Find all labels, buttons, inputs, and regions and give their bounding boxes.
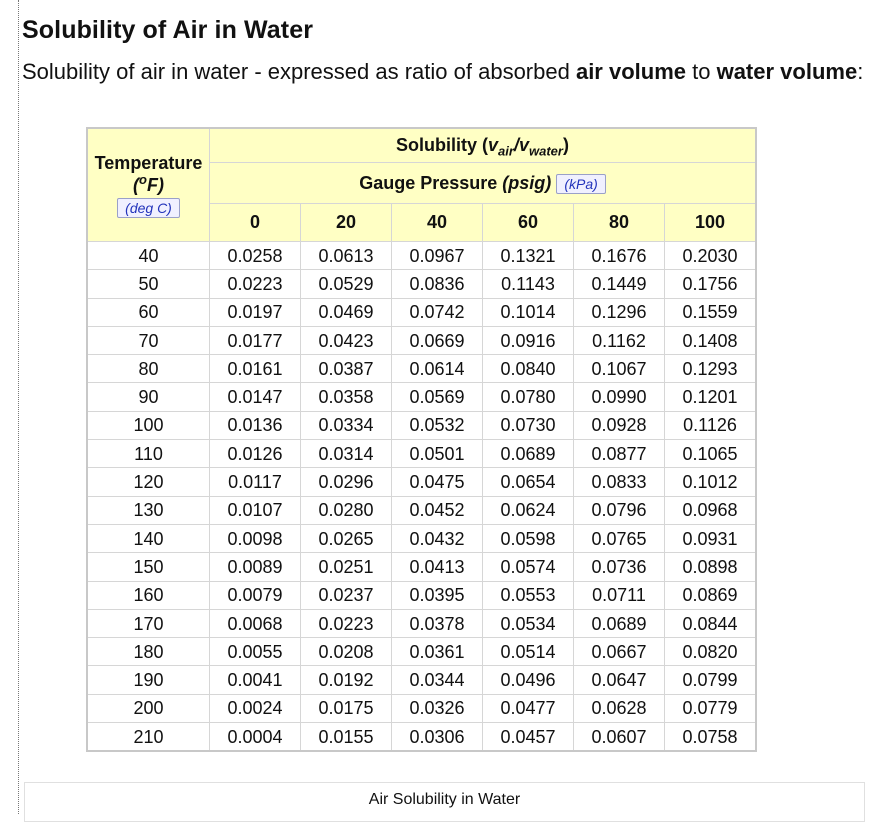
temperature-cell: 170 — [87, 609, 210, 637]
temperature-label: Temperature — [94, 153, 203, 173]
page-title: Solubility of Air in Water — [22, 16, 314, 44]
intro-text-3: : — [857, 59, 864, 84]
kpa-button[interactable]: (kPa) — [556, 174, 605, 194]
solubility-cell: 0.0155 — [301, 723, 392, 752]
pressure-col-header: 0 — [210, 204, 301, 242]
solubility-cell: 0.0004 — [210, 723, 301, 752]
v-air: v — [488, 135, 499, 155]
temperature-cell: 90 — [87, 383, 210, 411]
temp-unit-f: F) — [146, 175, 164, 195]
table-row — [87, 383, 756, 411]
solubility-cell: 0.0387 — [301, 355, 392, 383]
pressure-col-header: 100 — [665, 204, 757, 242]
solubility-cell: 0.0598 — [483, 524, 574, 552]
table-row — [87, 666, 756, 694]
table-row — [87, 270, 756, 298]
solubility-cell: 0.0730 — [483, 411, 574, 439]
temperature-cell: 130 — [87, 496, 210, 524]
solubility-cell: 0.0117 — [210, 468, 301, 496]
gauge-pressure-label: Gauge Pressure — [359, 172, 503, 193]
solubility-cell: 0.0334 — [301, 411, 392, 439]
table-row — [87, 609, 756, 637]
solubility-cell: 0.0931 — [665, 524, 757, 552]
table-row — [87, 355, 756, 383]
solubility-cell: 0.0161 — [210, 355, 301, 383]
solubility-cell: 0.0968 — [665, 496, 757, 524]
solubility-cell: 0.0251 — [301, 553, 392, 581]
solubility-cell: 0.0711 — [574, 581, 665, 609]
solubility-cell: 0.0068 — [210, 609, 301, 637]
intro-paragraph — [22, 58, 872, 85]
solubility-cell: 0.0898 — [665, 553, 757, 581]
solubility-cell: 0.0836 — [392, 270, 483, 298]
temperature-cell: 160 — [87, 581, 210, 609]
solubility-cell: 0.0569 — [392, 383, 483, 411]
v-water: v — [518, 135, 529, 155]
solubility-cell: 0.0280 — [301, 496, 392, 524]
pressure-col-header: 40 — [392, 204, 483, 242]
solubility-cell: 0.0223 — [210, 270, 301, 298]
solubility-cell: 0.0223 — [301, 609, 392, 637]
table-row — [87, 524, 756, 552]
solubility-cell: 0.0529 — [301, 270, 392, 298]
table-row — [87, 468, 756, 496]
solubility-cell: 0.0877 — [574, 440, 665, 468]
solubility-cell: 0.0136 — [210, 411, 301, 439]
solubility-cell: 0.0296 — [301, 468, 392, 496]
temperature-cell: 80 — [87, 355, 210, 383]
solubility-table — [86, 127, 757, 752]
solubility-cell: 0.0990 — [574, 383, 665, 411]
solubility-cell: 0.0607 — [574, 723, 665, 752]
temp-unit-open: ( — [133, 175, 140, 195]
gauge-pressure-header — [210, 163, 757, 204]
solubility-cell: 0.0514 — [483, 638, 574, 666]
solubility-cell: 0.0736 — [574, 553, 665, 581]
solubility-cell: 0.0534 — [483, 609, 574, 637]
table-row — [87, 553, 756, 581]
solubility-cell: 0.0820 — [665, 638, 757, 666]
caption-text: Air Solubility in Water — [368, 791, 521, 808]
solubility-cell: 0.0765 — [574, 524, 665, 552]
solubility-cell: 0.1321 — [483, 242, 574, 270]
intro-text-2: to — [686, 59, 717, 84]
solubility-cell: 0.1293 — [665, 355, 757, 383]
solubility-cell: 0.0306 — [392, 723, 483, 752]
solubility-cell: 0.0177 — [210, 326, 301, 354]
table-row — [87, 694, 756, 722]
table-row — [87, 242, 756, 270]
solubility-cell: 0.0175 — [301, 694, 392, 722]
solubility-cell: 0.1162 — [574, 326, 665, 354]
temperature-cell: 140 — [87, 524, 210, 552]
solubility-cell: 0.0869 — [665, 581, 757, 609]
solubility-cell: 0.2030 — [665, 242, 757, 270]
table-row — [87, 440, 756, 468]
solubility-cell: 0.0258 — [210, 242, 301, 270]
intro-text-1: Solubility of air in water - expressed as ratio of absorbed — [22, 59, 576, 84]
temperature-cell: 110 — [87, 440, 210, 468]
solubility-cell: 0.0758 — [665, 723, 757, 752]
solubility-cell: 0.0844 — [665, 609, 757, 637]
solubility-cell: 0.0197 — [210, 298, 301, 326]
water-subscript: water — [528, 143, 563, 159]
pressure-col-header: 80 — [574, 204, 665, 242]
table-body — [87, 242, 756, 752]
solubility-cell: 0.1014 — [483, 298, 574, 326]
solubility-cell: 0.0089 — [210, 553, 301, 581]
air-subscript: air — [498, 143, 514, 159]
table-row — [87, 298, 756, 326]
temperature-cell: 200 — [87, 694, 210, 722]
intro-bold-air-volume: air volume — [575, 59, 686, 84]
solubility-cell: 0.0237 — [301, 581, 392, 609]
figure-caption — [24, 782, 865, 822]
solubility-cell: 0.0475 — [392, 468, 483, 496]
solubility-cell: 0.1012 — [665, 468, 757, 496]
solubility-cell: 0.0107 — [210, 496, 301, 524]
solubility-cell: 0.0916 — [483, 326, 574, 354]
close-paren: ) — [562, 135, 569, 155]
article-content — [22, 14, 872, 85]
solubility-cell: 0.0208 — [301, 638, 392, 666]
solubility-cell: 0.0326 — [392, 694, 483, 722]
temperature-cell: 50 — [87, 270, 210, 298]
solubility-cell: 0.1126 — [665, 411, 757, 439]
temperature-cell: 120 — [87, 468, 210, 496]
solubility-cell: 0.0395 — [392, 581, 483, 609]
solubility-label: Solubility ( — [396, 135, 489, 155]
gauge-pressure-unit: (psig) — [502, 172, 552, 193]
temperature-header — [87, 128, 210, 242]
solubility-cell: 0.0833 — [574, 468, 665, 496]
temperature-cell: 190 — [87, 666, 210, 694]
solubility-cell: 0.0432 — [392, 524, 483, 552]
temperature-cell: 60 — [87, 298, 210, 326]
solubility-cell: 0.0669 — [392, 326, 483, 354]
solubility-cell: 0.0079 — [210, 581, 301, 609]
solubility-cell: 0.0501 — [392, 440, 483, 468]
solubility-cell: 0.0574 — [483, 553, 574, 581]
table-row — [87, 723, 756, 752]
solubility-cell: 0.1065 — [665, 440, 757, 468]
table-row — [87, 581, 756, 609]
solubility-cell: 0.0147 — [210, 383, 301, 411]
solubility-cell: 0.1296 — [574, 298, 665, 326]
solubility-cell: 0.0796 — [574, 496, 665, 524]
solubility-cell: 0.0967 — [392, 242, 483, 270]
solubility-cell: 0.0613 — [301, 242, 392, 270]
solubility-cell: 0.0457 — [483, 723, 574, 752]
solubility-cell: 0.0055 — [210, 638, 301, 666]
solubility-cell: 0.1676 — [574, 242, 665, 270]
slash: / — [513, 135, 519, 155]
solubility-cell: 0.0358 — [301, 383, 392, 411]
solubility-cell: 0.0024 — [210, 694, 301, 722]
solubility-cell: 0.0689 — [574, 609, 665, 637]
solubility-cell: 0.0780 — [483, 383, 574, 411]
left-dotted-rule — [18, 0, 19, 814]
solubility-cell: 0.0689 — [483, 440, 574, 468]
pressure-col-header: 20 — [301, 204, 392, 242]
solubility-cell: 0.0452 — [392, 496, 483, 524]
solubility-cell: 0.0647 — [574, 666, 665, 694]
temp-unit-degree: o — [139, 172, 147, 187]
temperature-cell: 100 — [87, 411, 210, 439]
solubility-cell: 0.1756 — [665, 270, 757, 298]
solubility-cell: 0.0344 — [392, 666, 483, 694]
table-row — [87, 411, 756, 439]
solubility-cell: 0.1449 — [574, 270, 665, 298]
solubility-cell: 0.0098 — [210, 524, 301, 552]
solubility-cell: 0.1559 — [665, 298, 757, 326]
solubility-cell: 0.0469 — [301, 298, 392, 326]
solubility-cell: 0.0477 — [483, 694, 574, 722]
solubility-cell: 0.0314 — [301, 440, 392, 468]
solubility-cell: 0.0361 — [392, 638, 483, 666]
solubility-cell: 0.0423 — [301, 326, 392, 354]
solubility-cell: 0.0496 — [483, 666, 574, 694]
solubility-cell: 0.0654 — [483, 468, 574, 496]
solubility-cell: 0.0378 — [392, 609, 483, 637]
temperature-cell: 210 — [87, 723, 210, 752]
solubility-cell: 0.0532 — [392, 411, 483, 439]
solubility-cell: 0.0928 — [574, 411, 665, 439]
solubility-cell: 0.0624 — [483, 496, 574, 524]
solubility-cell: 0.1201 — [665, 383, 757, 411]
solubility-cell: 0.0413 — [392, 553, 483, 581]
table-row — [87, 638, 756, 666]
solubility-cell: 0.1067 — [574, 355, 665, 383]
solubility-cell: 0.0041 — [210, 666, 301, 694]
table-row — [87, 496, 756, 524]
solubility-cell: 0.1143 — [483, 270, 574, 298]
solubility-cell: 0.0840 — [483, 355, 574, 383]
pressure-col-header: 60 — [483, 204, 574, 242]
temperature-cell: 70 — [87, 326, 210, 354]
temperature-cell: 40 — [87, 242, 210, 270]
solubility-cell: 0.0192 — [301, 666, 392, 694]
solubility-cell: 0.0126 — [210, 440, 301, 468]
solubility-cell: 0.0628 — [574, 694, 665, 722]
solubility-cell: 0.0799 — [665, 666, 757, 694]
solubility-cell: 0.0553 — [483, 581, 574, 609]
temperature-cell: 150 — [87, 553, 210, 581]
solubility-cell: 0.1408 — [665, 326, 757, 354]
table-row — [87, 326, 756, 354]
temperature-cell: 180 — [87, 638, 210, 666]
solubility-cell: 0.0667 — [574, 638, 665, 666]
intro-bold-water-volume: water volume — [716, 59, 858, 84]
solubility-header — [210, 128, 757, 163]
solubility-cell: 0.0742 — [392, 298, 483, 326]
solubility-cell: 0.0779 — [665, 694, 757, 722]
solubility-cell: 0.0265 — [301, 524, 392, 552]
solubility-cell: 0.0614 — [392, 355, 483, 383]
deg-c-button[interactable]: (deg C) — [117, 198, 180, 218]
